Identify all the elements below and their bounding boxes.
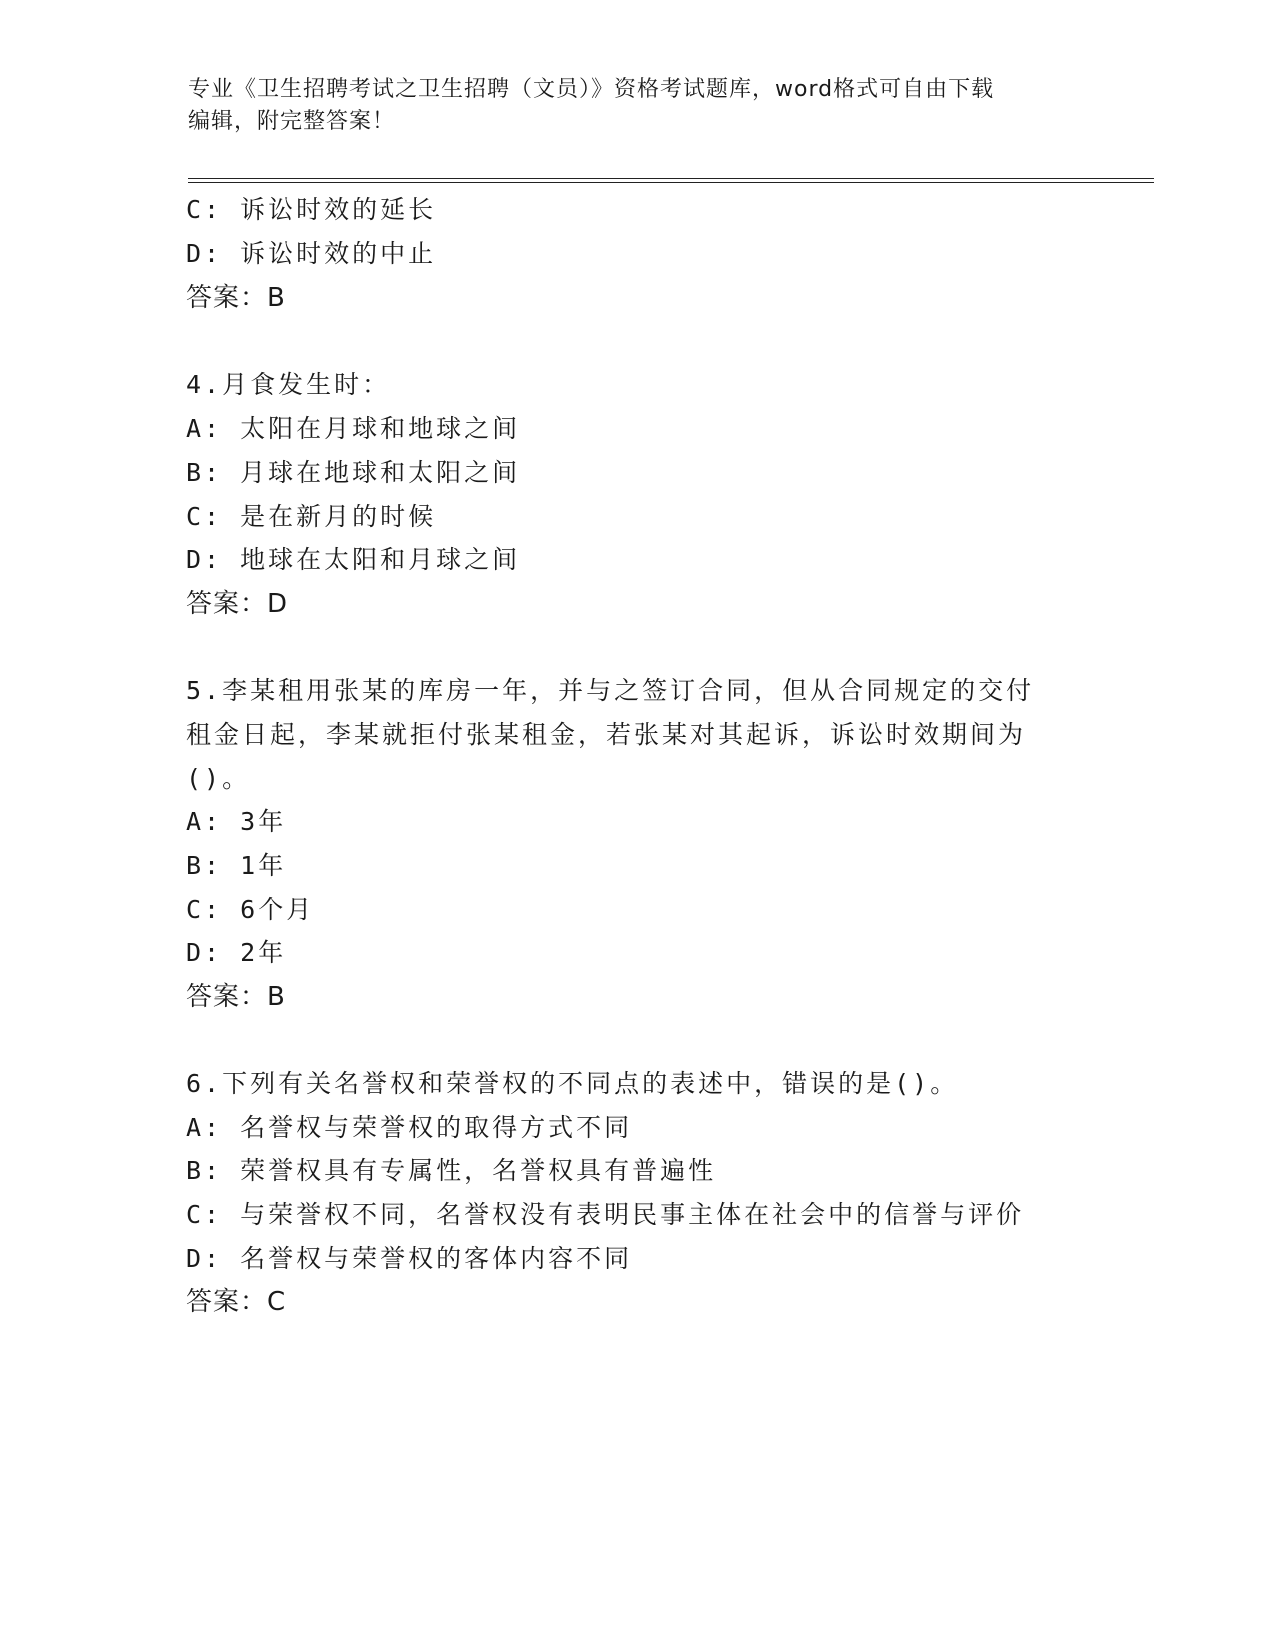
q4-stem: 4.月食发生时： xyxy=(186,370,391,399)
q5-option-d: D: 2年 xyxy=(186,938,287,967)
header-divider xyxy=(188,178,1154,183)
q5-answer: 答案：B xyxy=(186,982,286,1012)
q5-option-a: A: 3年 xyxy=(186,807,287,836)
q5-stem-line-1: 5.李某租用张某的库房一年，并与之签订合同，但从合同规定的交付 xyxy=(186,676,1035,705)
q6-option-b: B: 荣誉权具有专属性，名誉权具有普遍性 xyxy=(186,1156,717,1185)
q5-stem-line-2: 租金日起，李某就拒付张某租金，若张某对其起诉，诉讼时效期间为 xyxy=(186,720,1027,749)
q5-stem-line-3: ()。 xyxy=(186,764,251,793)
q3-option-c: C: 诉讼时效的延长 xyxy=(186,195,437,224)
q4-option-d: D: 地球在太阳和月球之间 xyxy=(186,545,521,574)
q4-answer: 答案：D xyxy=(186,589,289,619)
q5-option-c: C: 6个月 xyxy=(186,895,315,924)
q4-option-c: C: 是在新月的时候 xyxy=(186,502,437,531)
q6-answer: 答案：C xyxy=(186,1287,287,1317)
q6-option-c: C: 与荣誉权不同，名誉权没有表明民事主体在社会中的信誉与评价 xyxy=(186,1200,1025,1229)
q6-option-d: D: 名誉权与荣誉权的客体内容不同 xyxy=(186,1244,633,1273)
q3-answer: 答案：B xyxy=(186,283,286,313)
q6-stem: 6.下列有关名誉权和荣誉权的不同点的表述中，错误的是()。 xyxy=(186,1069,959,1098)
document-header: 专业《卫生招聘考试之卫生招聘（文员）》资格考试题库，word格式可自由下载 编辑，附完整答案！ xyxy=(188,77,995,134)
q5-option-b: B: 1年 xyxy=(186,851,287,880)
q3-option-d: D: 诉讼时效的中止 xyxy=(186,239,437,268)
q4-option-a: A: 太阳在月球和地球之间 xyxy=(186,414,521,443)
q4-option-b: B: 月球在地球和太阳之间 xyxy=(186,458,521,487)
q6-option-a: A: 名誉权与荣誉权的取得方式不同 xyxy=(186,1113,633,1142)
